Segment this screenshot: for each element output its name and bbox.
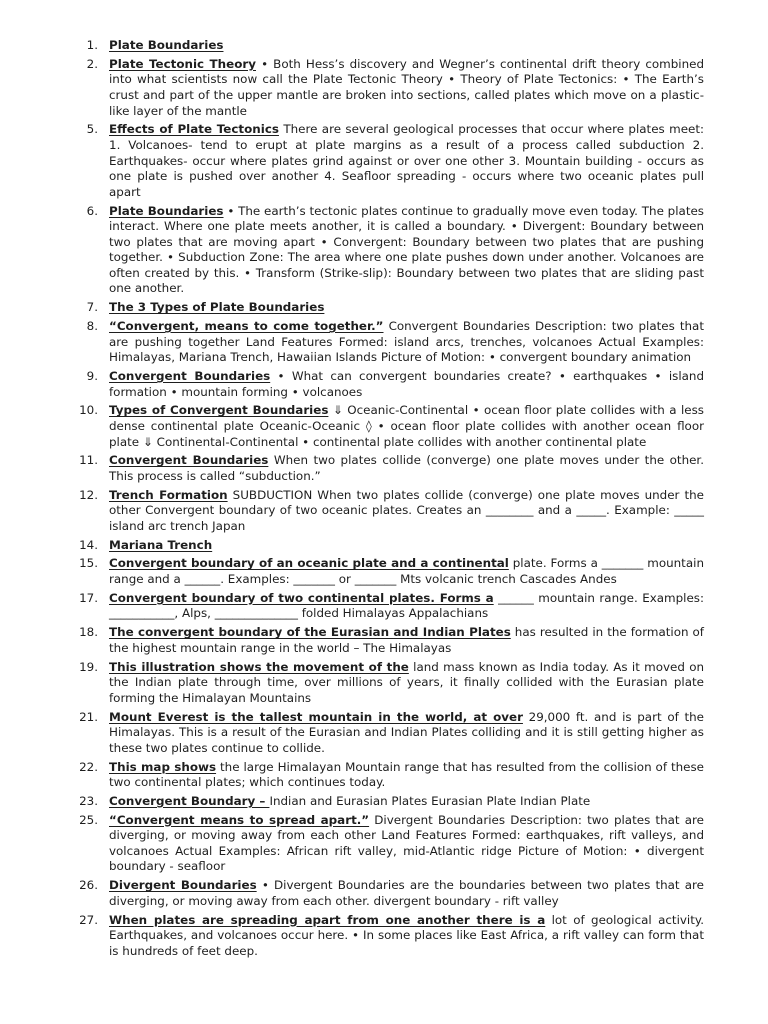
list-item	[0, 38, 704, 54]
item-number: 22.	[79, 759, 98, 774]
list-item	[0, 878, 704, 909]
item-number: 18.	[79, 625, 98, 640]
item-number: 11.	[79, 453, 98, 468]
list-item	[0, 488, 704, 535]
item-text: SUBDUCTION When two plates collide (converge) one plate moves under the other Convergent boundary of two oceanic plates. Creates an ________ and a _____. Example: _____ island arc trench Japan	[109, 487, 704, 533]
item-text: lot of geological activity. Earthquakes, and volcanoes occur here. • In some places like East Africa, a rift valley can form that is hundreds of feet deep.	[109, 912, 704, 958]
item-number: 6.	[86, 203, 98, 218]
item-heading: When plates are spreading apart from one another there is a	[109, 912, 546, 927]
item-text: land mass known as India today. As it moved on the Indian plate through time, over millions of years, it finally collided with the Eurasian plate forming the Himalayan Mountains	[109, 659, 705, 705]
item-heading: “Convergent, means to come together.”	[109, 319, 384, 334]
item-text: When two plates collide (converge) one plate moves under the other. This process is called “subduction.”	[109, 453, 705, 483]
item-text: has resulted in the formation of the highest mountain range in the world – The Himalayas	[109, 625, 704, 655]
list-item	[0, 319, 704, 366]
item-heading: Convergent boundary of an oceanic plate and a continental	[109, 556, 509, 571]
item-number: 2.	[86, 56, 98, 71]
item-heading: Convergent Boundary –	[109, 793, 270, 808]
notes-list	[0, 38, 704, 959]
item-heading: Convergent Boundaries	[109, 369, 271, 383]
item-number: 25.	[79, 812, 98, 827]
list-item	[0, 625, 704, 656]
item-number: 5.	[86, 122, 98, 137]
item-number: 9.	[86, 369, 98, 383]
item-number: 10.	[79, 403, 98, 418]
item-heading: Mount Everest is the tallest mountain in the world, at over	[109, 709, 523, 724]
item-number: 27.	[79, 912, 98, 927]
item-heading: Convergent Boundaries	[109, 453, 269, 468]
item-number: 15.	[79, 556, 98, 571]
item-number: 23.	[79, 793, 98, 808]
item-text: • The earth’s tectonic plates continue to gradually move even today. The plates interact. Where one plate meets another, it is called a boundary. • Divergent: Boundary between two plates that are moving apart • Convergent: Boundary between two plates that are pushing together. • Subduction Zone: The area where one plate pushes down under another. Volcanoes are often created by this. • Transform (Strike-slip): Boundary between two plates that are sliding past one another.	[109, 203, 704, 296]
list-item	[0, 660, 704, 707]
list-item	[0, 453, 704, 484]
list-item	[0, 591, 704, 622]
list-item	[0, 794, 704, 810]
item-number: 26.	[79, 878, 98, 893]
item-heading: Plate Boundaries	[109, 38, 224, 52]
item-heading: Effects of Plate Tectonics	[109, 122, 279, 137]
item-heading: “Convergent means to spread apart.”	[109, 812, 370, 827]
item-heading: Mariana Trench	[109, 537, 213, 552]
item-text: 29,000 ft. and is part of the Himalayas. This is a result of the Eurasian and Indian Plates colliding and it is still getting higher as these two plates continue to collide.	[109, 709, 704, 755]
list-item	[0, 403, 704, 450]
item-heading: This map shows	[109, 759, 217, 774]
list-item	[0, 538, 704, 554]
list-item	[0, 204, 704, 298]
list-item	[0, 300, 704, 316]
item-heading: Plate Boundaries	[109, 203, 224, 218]
item-text: ______ mountain range. Examples: ___________, Alps, ______________ folded Himalayas Appalachians	[109, 590, 704, 621]
item-heading: Convergent boundary of two continental plates. Forms a	[109, 590, 494, 605]
list-item	[0, 813, 704, 875]
item-heading: The 3 Types of Plate Boundaries	[109, 300, 325, 315]
item-text: • Divergent Boundaries are the boundaries between two plates that are diverging, or moving away from each other. divergent boundary - rift valley	[109, 878, 704, 908]
item-number: 21.	[79, 709, 98, 724]
item-number: 1.	[86, 38, 98, 52]
item-text: Convergent Boundaries Description: two plates that are pushing together Land Features Formed: island arcs, trenches, volcanoes Actual Examples: Himalayas, Mariana Trench, Hawaiian Islands Picture of Motion: • convergent boundary animation	[109, 319, 704, 365]
item-number: 14.	[79, 537, 98, 552]
item-text: plate. Forms a _______ mountain range and a ______. Examples: _______ or _______ Mts volcanic trench Cascades Andes	[109, 556, 704, 587]
item-text: Indian and Eurasian Plates Eurasian Plate Indian Plate	[269, 793, 591, 808]
item-heading: The convergent boundary of the Eurasian and Indian Plates	[109, 625, 511, 640]
item-number: 8.	[86, 319, 98, 334]
item-text: ⇓ Oceanic-Continental • ocean floor plate collides with a less dense continental plate Oceanic-Oceanic ◊ • ocean floor plate collides with another ocean floor plate ⇓ Continental-Continental • continental plate collides with another continental plate	[109, 403, 704, 449]
list-item	[0, 760, 704, 791]
item-heading: Types of Convergent Boundaries	[109, 403, 329, 418]
item-text: Divergent Boundaries Description: two plates that are diverging, or moving away from each other Land Features Formed: earthquakes, rift valleys, and volcanoes Actual Examples: African rift valley, mid-Atlantic ridge Picture of Motion: • divergent boundary - seafloor	[109, 812, 704, 874]
item-text: There are several geological processes that occur where plates meet: 1. Volcanoes- tend to erupt at plate margins as a result of a process called subduction 2. Earthquakes- occur where plates grind against or over one other 3. Mountain building - occurs as one plate is pushed over another 4. Seafloor spreading - occurs where two oceanic plates pull apart	[109, 122, 704, 199]
item-text: • Both Hess’s discovery and Wegner’s continental drift theory combined into what scientists now call the Plate Tectonic Theory • Theory of Plate Tectonics: • The Earth’s crust and part of the upper mantle are broken into sections, called plates which move on a plastic-like layer of the mantle	[109, 56, 704, 118]
item-heading: Plate Tectonic Theory	[109, 56, 256, 71]
item-heading: Trench Formation	[109, 487, 228, 502]
list-item	[0, 710, 704, 757]
item-heading: This illustration shows the movement of the	[109, 659, 409, 674]
list-item	[0, 122, 704, 200]
list-item	[0, 369, 704, 400]
item-number: 7.	[86, 300, 98, 315]
item-number: 17.	[79, 590, 98, 605]
list-item	[0, 913, 704, 960]
item-number: 19.	[79, 659, 98, 674]
item-number: 12.	[79, 487, 98, 502]
item-text: the large Himalayan Mountain range that has resulted from the collision of these two continental plates; which continues today.	[109, 759, 704, 790]
item-heading: Divergent Boundaries	[109, 878, 257, 893]
item-text: • What can convergent boundaries create? • earthquakes • island formation • mountain forming • volcanoes	[109, 369, 705, 399]
list-item	[0, 57, 704, 119]
list-item	[0, 556, 704, 587]
